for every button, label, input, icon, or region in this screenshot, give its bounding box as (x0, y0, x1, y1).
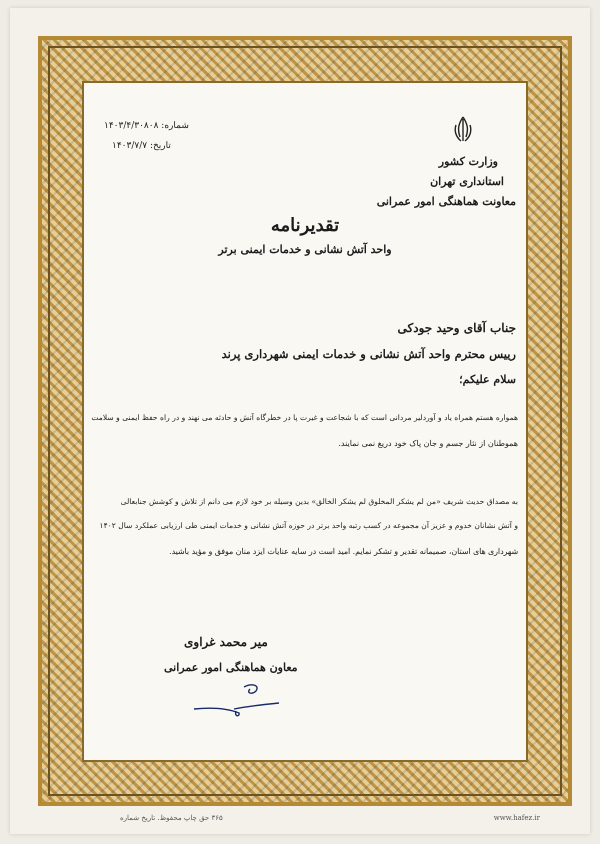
footer-note (120, 814, 223, 822)
body-line-4: و آتش نشانان خدوم و عزیز آن مجموعه در کسب رتبه واحد برتر در حوزه آتش نشانی و خدمات ایمنی طی ارزیابی عملکرد سال ۱۴۰۲ (99, 521, 518, 530)
footer-site: www.hafez.ir (493, 814, 540, 822)
letter-date (112, 141, 171, 151)
certificate-title: تقدیرنامه (270, 215, 340, 236)
certificate-sheet (10, 8, 590, 834)
number-label: شماره: (161, 121, 189, 131)
body-line-1: همواره هستم همراه یاد و آوردلیر مردانی است که با شجاعت و غیرت پا در خطرگاه آتش و حادثه می نهند و در راه حفظ ایمنی و سلامت (91, 413, 518, 422)
greeting: سلام علیکم؛ (459, 373, 516, 386)
certificate-panel (82, 81, 528, 762)
certificate-subtitle: واحد آتش نشانی و خدمات ایمنی برتر (218, 243, 392, 256)
signatory-name: میر محمد غراوی (184, 635, 268, 649)
handwritten-signature (174, 679, 284, 719)
deputy-name: معاونت هماهنگی امور عمرانی (376, 195, 516, 208)
date-label: تاریخ: (149, 141, 171, 151)
date-value: ۱۴۰۳/۷/۷ (112, 141, 148, 151)
signatory-title: معاون هماهنگی امور عمرانی (164, 661, 298, 674)
footer-left-number: ۳۶۵ (211, 814, 223, 822)
letter-number (104, 121, 189, 131)
body-line-2: هموطنان از نثار جسم و جان پاک خود دریغ نمی نمایند. (338, 439, 518, 448)
addressee-name: جناب آقای وحید جودکی (397, 321, 516, 335)
footer-copyright: حق چاپ محفوظ. تاریخ شماره (120, 814, 210, 822)
number-value: ۱۴۰۳/۴/۳۰۸۰۸ (104, 121, 159, 131)
addressee-position: رییس محترم واحد آتش نشانی و خدمات ایمنی شهرداری پرند (221, 347, 516, 361)
body-line-5: شهرداری های استان، صمیمانه تقدیر و تشکر نمایم. امید است در سایه عنایات ایزد منان موفق و مؤید باشید. (169, 547, 518, 556)
governorate-name: استانداری تهران (430, 175, 504, 188)
iran-emblem-icon (452, 115, 474, 145)
ministry-name: وزارت کشور (438, 155, 498, 168)
body-line-3: به مصداق حدیث شریف «من لم یشکر المخلوق لم یشکر الخالق» بدین وسیله بر خود لازم می دانم از تلاش و کوشش جنابعالی (120, 497, 518, 506)
